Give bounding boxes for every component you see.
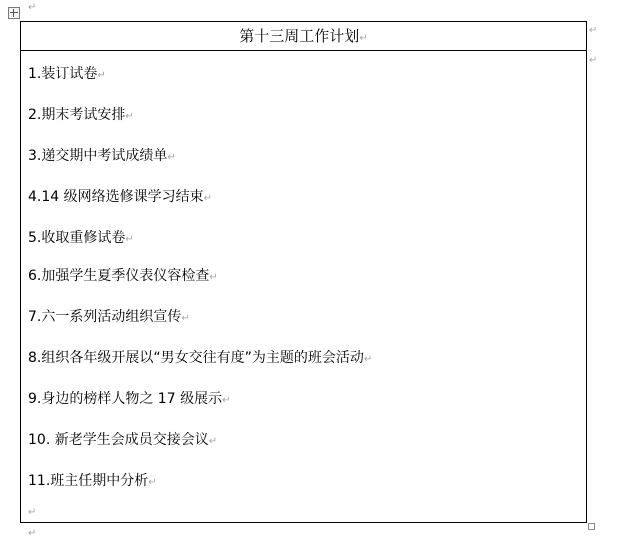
plan-item: 1.装订试卷↵ <box>28 66 106 82</box>
paragraph-mark: ↵ <box>209 272 218 283</box>
paragraph-mark: ↵ <box>148 477 157 488</box>
paragraph-mark: ↵ <box>28 528 37 539</box>
work-plan-table <box>20 21 587 523</box>
plan-item: 8.组织各年级开展以“男女交往有度”为主题的班会活动↵ <box>28 350 373 366</box>
plan-item: 9.身边的榜样人物之 17 级展示↵ <box>28 391 231 407</box>
paragraph-mark: ↵ <box>359 33 368 44</box>
row-end-mark: ↵ <box>589 25 598 36</box>
paragraph-mark: ↵ <box>203 193 213 204</box>
table-resize-handle[interactable] <box>588 523 595 530</box>
plan-item: 11.班主任期中分析↵ <box>28 473 157 489</box>
paragraph-mark: ↵ <box>208 436 218 447</box>
plan-item: 4.14 级网络选修课学习结束↵ <box>28 189 213 205</box>
plan-item: 6.加强学生夏季仪表仪容检查↵ <box>28 268 218 284</box>
table-title: 第十三周工作计划 <box>239 27 360 45</box>
table-move-handle[interactable] <box>8 7 20 19</box>
plan-item: 3.递交期中考试成绩单↵ <box>28 148 176 164</box>
plan-item: 5.收取重修试卷↵ <box>28 230 134 246</box>
plan-item: 10. 新老学生会成员交接会议↵ <box>28 432 218 448</box>
paragraph-mark: ↵ <box>181 313 190 324</box>
paragraph-mark: ↵ <box>28 2 37 13</box>
paragraph-mark: ↵ <box>222 395 231 406</box>
paragraph-mark: ↵ <box>28 507 37 518</box>
plan-items-cell[interactable] <box>21 51 586 510</box>
table-title-cell[interactable] <box>21 22 586 51</box>
paragraph-mark: ↵ <box>363 354 373 365</box>
paragraph-mark: ↵ <box>167 152 176 163</box>
plan-item: 2.期末考试安排↵ <box>28 107 134 123</box>
paragraph-mark: ↵ <box>125 234 134 245</box>
paragraph-mark: ↵ <box>97 70 106 81</box>
row-end-mark: ↵ <box>589 55 598 66</box>
paragraph-mark: ↵ <box>125 111 134 122</box>
plan-item: 7.六一系列活动组织宣传↵ <box>28 309 190 325</box>
